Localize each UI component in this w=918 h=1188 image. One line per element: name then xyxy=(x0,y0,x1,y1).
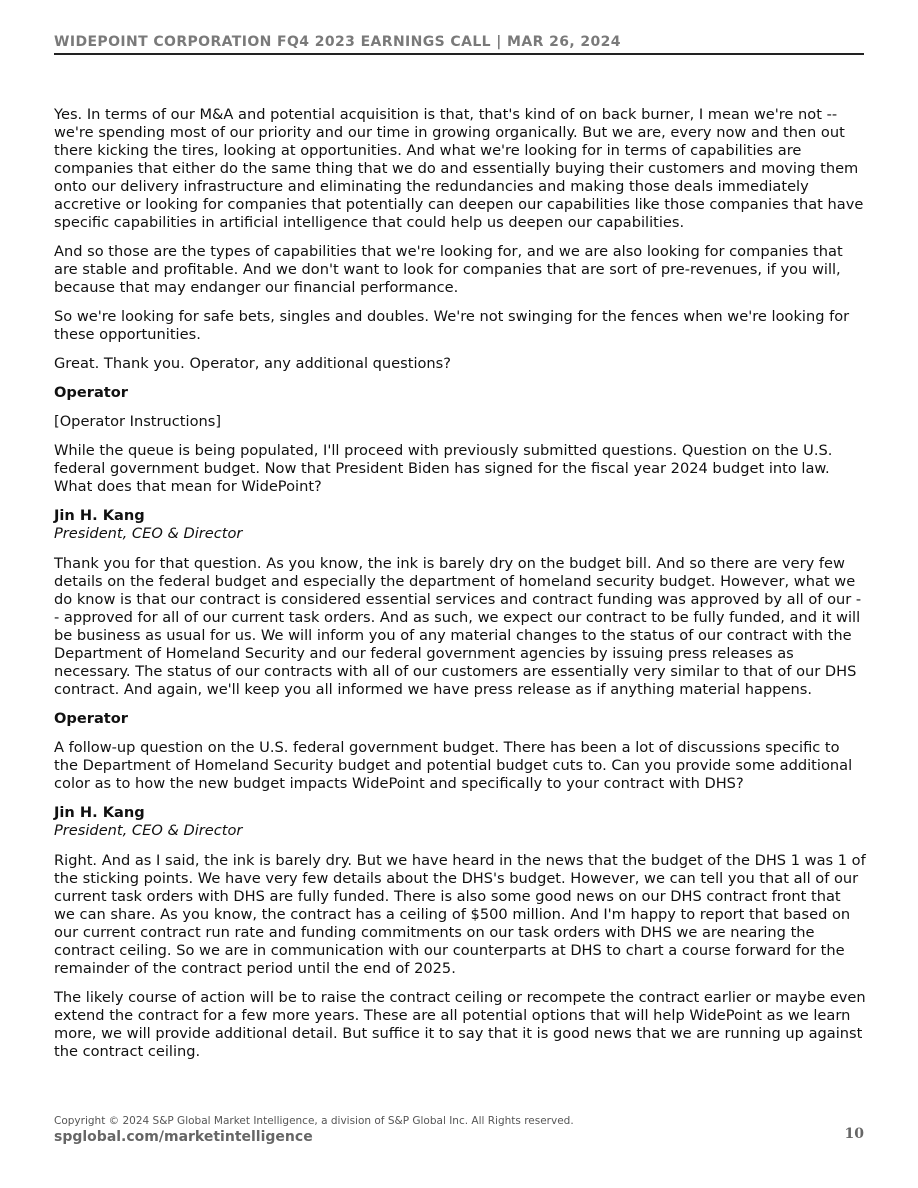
paragraph: And so those are the types of capabilities that we're looking for, and we are also looking for companies that are stable and profitable. And we don't want to look for companies that are sort of pre-revenues, if you will, because that may endanger our financial performance. xyxy=(54,243,843,296)
paragraph: Right. And as I said, the ink is barely dry. But we have heard in the news that the budget of the DHS 1 was 1 of the sticking points. We have very few details about the DHS's budget. However, we can tell you that all of our current task orders with DHS are fully funded. There is also some good news on our DHS contract front that we can share. As you know, the contract has a ceiling of $500 million. And I'm happy to report that based on our current contract run rate and funding commitments on our task orders with DHS we are nearing the contract ceiling. So we are in communication with our counterparts at DHS to chart a course forward for the remainder of the contract period until the end of 2025. xyxy=(54,852,866,977)
page-header xyxy=(54,34,864,55)
paragraph: While the queue is being populated, I'll proceed with previously submitted questions. Question on the U.S. federal government budget. Now that President Biden has signed for the fiscal year 2024 budget into law. What does that mean for WidePoint? xyxy=(54,442,833,495)
site-link[interactable]: spglobal.com/marketintelligence xyxy=(54,1129,313,1145)
transcript-body xyxy=(54,106,866,1072)
paragraph: So we're looking for safe bets, singles and doubles. We're not swinging for the fences when we're looking for these opportunities. xyxy=(54,308,850,343)
document-title: WIDEPOINT CORPORATION FQ4 2023 EARNINGS CALL | MAR 26, 2024 xyxy=(54,34,621,50)
paragraph: A follow-up question on the U.S. federal government budget. There has been a lot of discussions specific to the Department of Homeland Security budget and potential budget cuts to. Can you provide some additional color as to how the new budget impacts WidePoint and specifically to your contract with DHS? xyxy=(54,739,853,792)
paragraph: Yes. In terms of our M&A and potential acquisition is that, that's kind of on back burner, I mean we're not -- we're spending most of our priority and our time in growing organically. But we are, every now and then out there kicking the tires, looking at opportunities. And what we're looking for in terms of capabilities are companies that either do the same thing that we do and essentially buying their customers and moving them onto our delivery infrastructure and eliminating the redundancies and making those deals immediately accretive or looking for companies that potentially can deepen our capabilities like those companies that have specific capabilities in artificial intelligence that could help us deepen our capabilities. xyxy=(54,106,864,231)
copyright-notice: Copyright © 2024 S&P Global Market Intelligence, a division of S&P Global Inc. All Rights reserved. xyxy=(54,1115,574,1127)
speaker-name: Jin H. Kang xyxy=(54,507,145,524)
speaker-name-operator: Operator xyxy=(54,710,128,727)
paragraph: Thank you for that question. As you know, the ink is barely dry on the budget bill. And so there are very few details on the federal budget and especially the department of homeland security budget. However, what we do know is that our contract is considered essential services and contract funding was approved by all of our -- approved for all of our current task orders. And as such, we expect our contract to be fully funded, and it will be business as usual for us. We will inform you of any material changes to the status of our contract with the Department of Homeland Security and our federal government agencies by issuing press releases as necessary. The status of our contracts with all of our customers are essentially very similar to that of our DHS contract. And again, we'll keep you all informed we have press release as if anything material happens. xyxy=(54,555,862,698)
speaker-name-operator: Operator xyxy=(54,384,128,401)
speaker-role: President, CEO & Director xyxy=(54,525,243,542)
speaker-block xyxy=(54,804,866,840)
page-number: 10 xyxy=(844,1126,864,1142)
page-footer xyxy=(54,1114,864,1145)
paragraph: [Operator Instructions] xyxy=(54,413,222,430)
paragraph: The likely course of action will be to raise the contract ceiling or recompete the contract earlier or maybe even extend the contract for a few more years. These are all potential options that will help WidePoint as we learn more, we will provide additional detail. But suffice it to say that it is good news that we are running up against the contract ceiling. xyxy=(54,989,866,1060)
speaker-name: Jin H. Kang xyxy=(54,804,145,821)
speaker-role: President, CEO & Director xyxy=(54,822,243,839)
speaker-block xyxy=(54,507,866,543)
paragraph: Great. Thank you. Operator, any additional questions? xyxy=(54,355,452,372)
